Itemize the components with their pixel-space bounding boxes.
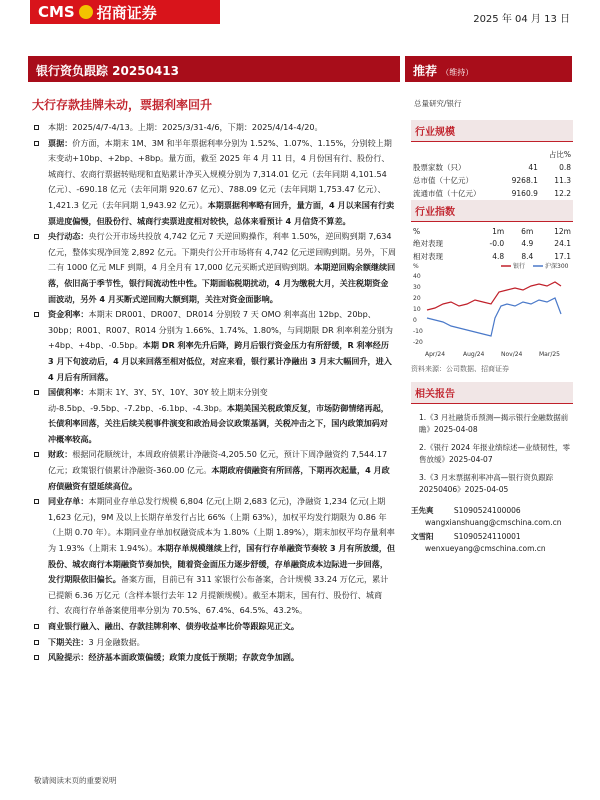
index-chart bbox=[411, 260, 573, 373]
row-share: 12.2 bbox=[554, 189, 571, 198]
bullet-square-icon bbox=[34, 640, 39, 645]
rating-sub: （维持） bbox=[441, 68, 474, 77]
y-tick-label: 30 bbox=[413, 284, 421, 291]
author-block bbox=[411, 505, 573, 517]
bullet-lead: 国债利率： bbox=[48, 387, 89, 398]
bullet-lead: 财政： bbox=[48, 449, 73, 460]
table-row bbox=[411, 174, 573, 187]
row-share: 0.8 bbox=[559, 163, 571, 172]
bullet-square-icon bbox=[34, 390, 39, 395]
page-header bbox=[0, 0, 600, 40]
rating-label: 推荐 bbox=[413, 64, 438, 78]
bullet-text: 本期同业存单总发行规模 6,804 亿元(上期 2,683 亿元)，净融资 1,234 亿元(上期 1,623 亿元)，9M 及以上长期存单发行占比 66%（上期 63%），加权平均发行期限为 0.86 年（上期 0.70 年）。本期同业存单加权融资成本为 1.80%（上期 1.89%），期末加权平均存量利率为 1.93%（上期末 1.94%）。 bbox=[48, 496, 395, 554]
y-unit-label: % bbox=[413, 263, 419, 270]
table-row bbox=[411, 237, 573, 250]
report-title-banner: 银行资负跟踪 20250413 bbox=[28, 56, 400, 82]
summary-bullet bbox=[34, 494, 396, 619]
cell: -0.0 bbox=[489, 239, 505, 248]
bullet-text: 本期：2025/4/7-4/13。上期：2025/3/31-4/6，下期：2025/4/14-4/20。 bbox=[48, 122, 323, 132]
bullet-emphasis: 商业银行融入、融出、存款挂牌利率、债券收益率比价等跟踪见正文。 bbox=[48, 621, 299, 631]
summary-bullet bbox=[34, 619, 396, 635]
industry-scale-section bbox=[411, 120, 573, 200]
x-tick-label: Mar/25 bbox=[539, 351, 560, 358]
industry-index-title: 行业指数 bbox=[411, 200, 573, 222]
industry-scale-title: 行业规模 bbox=[411, 120, 573, 142]
row-label: 流通市值（十亿元） bbox=[413, 189, 481, 198]
brand-emblem-icon bbox=[79, 5, 93, 19]
bullet-square-icon bbox=[34, 499, 39, 504]
bullet-square-icon bbox=[34, 312, 39, 317]
cell: 4.9 bbox=[521, 239, 534, 248]
cell: 4.8 bbox=[492, 252, 505, 261]
bullet-text: 价方面，本期末 1M、3M 和半年票据利率分别为 1.52%、1.07%、1.15%，分别较上期末变动+10bp、+2bp、+8bp。量方面，截至 2025 年 4 月 11 日，4 月份国有行、股份行、城商行、农商行票据转贴现和直贴累计净买入规模分别为 7,314.01 亿元（去年同期 4,101.54 亿元）、-690.18 亿元（去年同期 920.67 亿元）、788.09 亿元（去年同期 1,753.47 亿元）、1,421.3 亿元（去年同期 1,943.92 亿元）。 bbox=[48, 137, 392, 210]
index-chart-svg bbox=[411, 260, 573, 360]
cell: 17.1 bbox=[554, 252, 571, 261]
report-subtitle: 大行存款挂牌未动，票据利率回升 bbox=[32, 98, 213, 112]
col-header: 1m bbox=[492, 227, 505, 236]
bullet-tail: 备案方面，目前已有 311 家银行公布备案，合计规模 33.24 万亿元，累计已提额 6.36 万亿元（含样本银行去年 12 月提额规模）。截至本期末，国有行、股份行、城商行、农商行存单备案使用率分别为 70.5%、67.4%、64.5%、43.2%。 bbox=[48, 574, 389, 616]
bullet-emphasis: 本期政府债融资有所回落，下期再次起量，4 月政府债融资有望延续高位。 bbox=[48, 465, 390, 491]
related-report-item[interactable]: 3.《3 月末票据利率冲高—银行资负跟踪 20250406》2025-04-05 bbox=[419, 473, 554, 494]
bullet-square-icon bbox=[34, 125, 39, 130]
row-share: 11.3 bbox=[554, 176, 571, 185]
row-label: 股票家数（只） bbox=[413, 163, 466, 172]
row-label: 相对表现 bbox=[413, 252, 443, 261]
industry-scale-table bbox=[411, 148, 573, 200]
share-col-header: 占比% bbox=[548, 150, 571, 159]
col-header: % bbox=[413, 227, 421, 236]
col-header: 6m bbox=[521, 227, 534, 236]
author-name: 王先爽 bbox=[411, 506, 434, 515]
table-row bbox=[411, 161, 573, 174]
brand-name-cn: 招商证券 bbox=[96, 3, 157, 22]
y-tick-label: 10 bbox=[413, 306, 421, 313]
related-report-item[interactable]: 1.《3 月社融货币预测—揭示银行金融数据前瞻》2025-04-08 bbox=[419, 413, 569, 434]
summary-bullet bbox=[34, 307, 396, 385]
bullet-square-icon bbox=[34, 624, 39, 629]
brand-name: CMS bbox=[38, 3, 75, 21]
author-code: S1090524100006 bbox=[453, 506, 521, 515]
related-reports-title: 相关报告 bbox=[411, 382, 573, 404]
summary-bullet bbox=[34, 635, 396, 651]
bullet-square-icon bbox=[34, 655, 39, 660]
series-bank-line bbox=[427, 282, 561, 310]
research-category: 总量研究/银行 bbox=[414, 99, 462, 108]
chart-source: 资料来源：公司数据、招商证券 bbox=[411, 365, 509, 373]
summary-bullet bbox=[34, 229, 396, 307]
bullet-lead: 同业存单： bbox=[48, 496, 89, 507]
bullet-lead: 资金利率： bbox=[48, 309, 89, 320]
summary-bullet bbox=[34, 120, 396, 136]
table-row bbox=[411, 187, 573, 200]
y-tick-label: 40 bbox=[413, 273, 421, 280]
series-csi300-line bbox=[427, 298, 561, 336]
bullet-emphasis: 本期票据利率略有回升，量方面，4 月以来国有行卖票进度偏慢，但股份行、城商行卖票进度相对较快，总体来看预计 4 月信贷不算差。 bbox=[48, 199, 395, 226]
report-date: 2025 年 04 月 13 日 bbox=[473, 14, 570, 25]
x-tick-label: Aug/24 bbox=[463, 351, 485, 358]
row-label: 绝对表现 bbox=[413, 239, 443, 248]
x-tick-label: Apr/24 bbox=[425, 351, 446, 358]
bullet-lead: 下期关注： bbox=[48, 636, 89, 647]
bullet-text: 3 月金融数据。 bbox=[88, 636, 145, 647]
main-content bbox=[34, 120, 396, 666]
bullet-text: 根据同花顺统计，本周政府债累计净融资-4,205.50 亿元，预计下周净融资约 7,544.17 亿元；政策银行债累计净融资-360.00 亿元。 bbox=[48, 449, 388, 476]
brand-logo bbox=[30, 0, 220, 24]
bullet-emphasis: 经济基本面政策偏缓；政策力度低于预期；存款竞争加剧。 bbox=[88, 652, 299, 663]
industry-index-table bbox=[411, 226, 573, 263]
bullet-emphasis: 本期 DR 利率先升后降，跨月后银行资金压力有所舒缓，R 利率经历 3 月下旬波动后，4 月以来回落至相对低位，对应来看，银行累计净融出 3 月末大幅回升，进入 4 月后有所回落。 bbox=[48, 340, 392, 382]
bullet-text: 央行公开市场共投放 4,742 亿元 7 天逆回购操作，利率 1.50%，逆回购到期 7,634 亿元，整体实现净回笼 2,892 亿元。下期央行公开市场将有 4,742 亿元逆回购到期。另外，下周二有 1000 亿元 MLF 到期，4 月全月有 17,000 亿元买断式逆回购到期。 bbox=[48, 231, 397, 273]
summary-bullet bbox=[34, 650, 396, 666]
related-report-item[interactable]: 2.《银行 2024 年报业绩综述—业绩韧性，零售放缓》2025-04-07 bbox=[419, 443, 571, 464]
summary-bullet bbox=[34, 136, 396, 230]
bullet-square-icon bbox=[34, 234, 39, 239]
rating-banner bbox=[405, 56, 572, 82]
footer-disclaimer: 敬请阅读末页的重要说明 bbox=[34, 776, 117, 785]
cell: 24.1 bbox=[554, 239, 571, 248]
legend-label-b: 沪深300 bbox=[545, 263, 569, 270]
related-reports-section bbox=[411, 382, 573, 502]
bullet-text: 本期末 1Y、3Y、5Y、10Y、30Y 较上期末分别变动-8.5bp、-9.5bp、-7.2bp、-6.1bp、-4.3bp。 bbox=[48, 387, 268, 413]
summary-bullet bbox=[34, 447, 396, 494]
y-tick-label: 0 bbox=[413, 317, 417, 324]
bullet-emphasis: 本期存单规模继续上行，国有行存单融资节奏较 3 月有所放缓，但股份、城农商行本期融资节奏加快，随着资金面压力逐步舒缓，存单融资成本边际进一步回落，发行期限依旧偏长。 bbox=[48, 543, 396, 585]
bullet-lead: 央行动态： bbox=[48, 231, 89, 242]
row-value: 9268.1 bbox=[511, 176, 538, 185]
legend-label-a: 银行 bbox=[513, 263, 526, 270]
author-email[interactable]: wenxueyang@cmschina.com.cn bbox=[425, 544, 546, 553]
bullet-emphasis: 本期美国关税政策反复，市场防御情绪再起，长债利率回落，关注后续关税事件演变和政治局会议政策基调，关税冲击之下，国内政策加码对冲概率较高。 bbox=[48, 402, 389, 444]
y-tick-label: -10 bbox=[413, 328, 423, 335]
y-tick-label: 20 bbox=[413, 295, 421, 302]
x-tick-label: Nov/24 bbox=[501, 351, 523, 358]
row-label: 总市值（十亿元） bbox=[413, 176, 473, 185]
author-email[interactable]: wangxianshuang@cmschina.com.cn bbox=[425, 518, 562, 527]
industry-index-section bbox=[411, 200, 573, 263]
author-name: 文雪阳 bbox=[411, 532, 434, 541]
summary-bullet bbox=[34, 385, 396, 447]
bullet-emphasis: 本期逆回购余额继续回落，依旧高于季节性，银行间流动性中性。下期面临税期扰动，4 月为缴税大月，关注税期资金面波动，另外 4 月买断式逆回购大额到期，关注对资金面影响。 bbox=[48, 262, 396, 304]
author-code: S1090524110001 bbox=[453, 532, 521, 541]
col-header: 12m bbox=[554, 227, 571, 236]
y-tick-label: -20 bbox=[413, 339, 423, 346]
bullet-square-icon bbox=[34, 452, 39, 457]
cell: 8.4 bbox=[521, 252, 534, 261]
authors-section bbox=[411, 505, 573, 555]
bullet-square-icon bbox=[34, 141, 39, 146]
bullet-text: 本期末 DR001、DR007、DR014 分别较 7 天 OMO 利率高出 12bp、20bp、30bp；R001、R007、R014 分别为 1.66%、1.74%、1.80%，与同期限 DR 利率利差分别为+4bp、+4bp、-0.5bp。 bbox=[48, 309, 393, 351]
row-value: 41 bbox=[528, 163, 538, 172]
row-value: 9160.9 bbox=[511, 189, 538, 198]
bullet-lead: 票据： bbox=[48, 137, 73, 148]
author-block bbox=[411, 531, 573, 543]
bullet-lead: 风险提示： bbox=[48, 652, 89, 663]
